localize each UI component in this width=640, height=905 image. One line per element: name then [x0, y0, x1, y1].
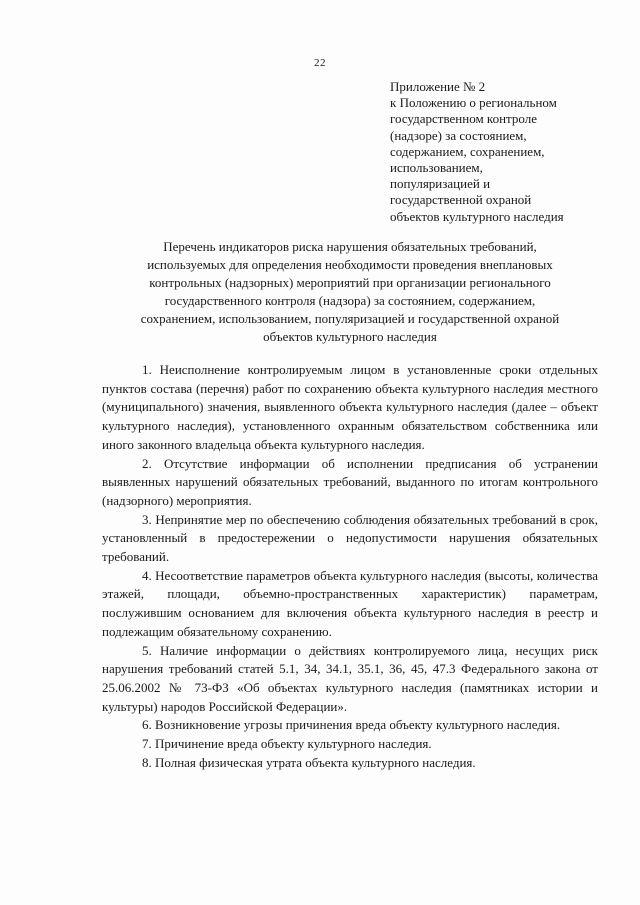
- title-line: государственного контроля (надзора) за состоянием, содержанием,: [164, 293, 536, 308]
- list-item: 3. Непринятие мер по обеспечению соблюдения обязательных требований в срок, установленный в предостережении о недопустимости нарушения обязательных требований.: [102, 511, 598, 565]
- list-item: 4. Несоответствие параметров объекта культурного наследия (высоты, количества этажей, площади, объемно-пространственных характеристик) параметрам, послужившим основанием для включения объекта культурного наследия в реестр и подлежащим обязательному сохранению.: [102, 567, 598, 639]
- list-item: 5. Наличие информации о действиях контролируемого лица, несущих риск нарушения требований статей 5.1, 34, 34.1, 35.1, 36, 45, 47.3 Федерального закона от 25.06.2002 № 73-ФЗ «Об объектах культурного наследия (памятниках истории и культуры) народов Российской Федерации».: [102, 642, 598, 714]
- title-line: используемых для определения необходимости проведения внеплановых: [147, 257, 553, 272]
- appendix-line: Приложение № 2: [390, 79, 486, 94]
- appendix-line: популяризацией и: [390, 176, 491, 192]
- appendix-line: государственном контроле: [390, 111, 537, 127]
- appendix-line: использованием,: [390, 160, 483, 176]
- list-item: 1. Неисполнение контролируемым лицом в установленные сроки отдельных пунктов состава (перечня) работ по сохранению объекта культурного наследия местного (муниципального) значения, выявленного объекта культурного наследия (далее – объект культурного наследия), установленного охранным обязательством собственника или иного законного владельца объекта культурного наследия.: [102, 362, 598, 452]
- document-title: [100, 238, 600, 346]
- list-item: 7. Причинение вреда объекту культурного наследия.: [142, 736, 432, 752]
- appendix-line: к Положению о региональном: [390, 95, 557, 111]
- list-item: 8. Полная физическая утрата объекта культурного наследия.: [142, 754, 476, 770]
- appendix-block: [390, 79, 620, 225]
- risk-indicator-list: [102, 361, 598, 772]
- title-line: сохранением, использованием, популяризацией и государственной охраной: [140, 311, 560, 326]
- page-number: 22: [314, 57, 326, 69]
- list-item: 6. Возникновение угрозы причинения вреда объекту культурного наследия.: [142, 717, 561, 733]
- title-line: объектов культурного наследия: [263, 329, 437, 344]
- title-line: Перечень индикаторов риска нарушения обязательных требований,: [163, 239, 537, 254]
- appendix-line: содержанием, сохранением,: [390, 143, 545, 159]
- title-line: контрольных (надзорных) мероприятий при организации регионального: [149, 275, 551, 290]
- appendix-line: государственной охраной: [390, 192, 532, 208]
- appendix-line: (надзоре) за состоянием,: [390, 127, 527, 143]
- list-item: 2. Отсутствие информации об исполнении предписания об устранении выявленных нарушений обязательных требований, выданного по итогам контрольного (надзорного) мероприятия.: [102, 455, 598, 508]
- appendix-line: объектов культурного наследия: [390, 208, 564, 224]
